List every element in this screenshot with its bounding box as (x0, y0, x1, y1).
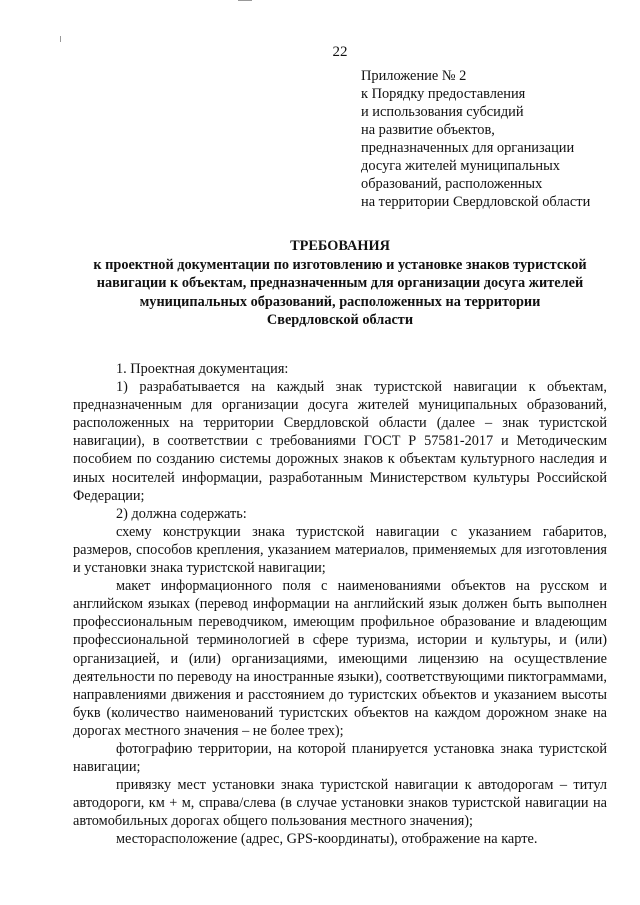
body-paragraph: месторасположение (адрес, GPS-координаты), отображение на карте. (116, 831, 538, 848)
body-paragraph: привязку мест установки знака туристской навигации к автодорогам – титул автодороги, км + м, справа/слева (в случае установки знаков туристской навигации на автомобильных дорогах общего пользования местного значения); (73, 777, 607, 830)
title-line: муниципальных образований, расположенных на территории (139, 293, 541, 310)
appendix-line: досуга жителей муниципальных (361, 158, 560, 174)
body-paragraph: 1) разрабатывается на каждый знак туристской навигации к объектам, предназначенным для организации досуга жителей муниципальных образований, расположенных на территории Свердловской области (далее – знак туристской навигации), в соответствии с требованиями ГОСТ Р 57581-2017 и Методическим пособием по созданию системы дорожных знаков к объектам культурного наследия и иных носителей информации, разработанным Министерством культуры Российской Федерации; (73, 379, 607, 504)
body-paragraph: схему конструкции знака туристской навигации с указанием габаритов, размеров, способов крепления, указанием материалов, применяемых для изготовления и установки знака туристской навигации; (73, 523, 607, 577)
appendix-line: предназначенных для организации (361, 140, 575, 156)
body-paragraph: макет информационного поля с наименованиями объектов на русском и английском языках (перевод информации на английский язык должен быть выполнен профессиональным переводчиком, имеющим профильное образование и владеющим профессиональной терминологией в сфере туризма, истории и культуры, и (или) организацией, и (или) организациями, имеющими лицензию на осуществление деятельности по переводу на иностранные языки), соответствующими пиктограммами, направлениями движения и расстоянием до туристских объектов и указанием высоты букв (количество наименований туристских объектов на каждом дорожном знаке на дорогах местного значения – не более трех); (73, 578, 607, 739)
appendix-line: образований, расположенных (361, 176, 543, 192)
appendix-line: Приложение № 2 (361, 68, 467, 84)
document-body (73, 360, 607, 849)
title-line: Свердловской области (266, 312, 414, 328)
title-heading: ТРЕБОВАНИЯ (290, 238, 390, 254)
document-title (60, 237, 620, 330)
appendix-line: к Порядку предоставления (361, 86, 526, 102)
title-line: навигации к объектам, предназначенным для организации досуга жителей (96, 275, 584, 291)
section-heading: 1. Проектная документация: (116, 361, 289, 377)
page-number: 22 (332, 44, 348, 60)
appendix-line: на развитие объектов, (361, 122, 495, 138)
appendix-line: и использования субсидий (361, 104, 524, 120)
scan-mark (238, 0, 252, 1)
appendix-line: на территории Свердловской области (361, 194, 591, 210)
body-paragraph: 2) должна содержать: (116, 505, 247, 522)
title-line: к проектной документации по изготовлению и установке знаков туристской (93, 256, 587, 273)
body-paragraph: фотографию территории, на которой планируется установка знака туристской навигации; (73, 740, 607, 776)
scan-mark (60, 36, 61, 42)
appendix-header (361, 67, 631, 211)
